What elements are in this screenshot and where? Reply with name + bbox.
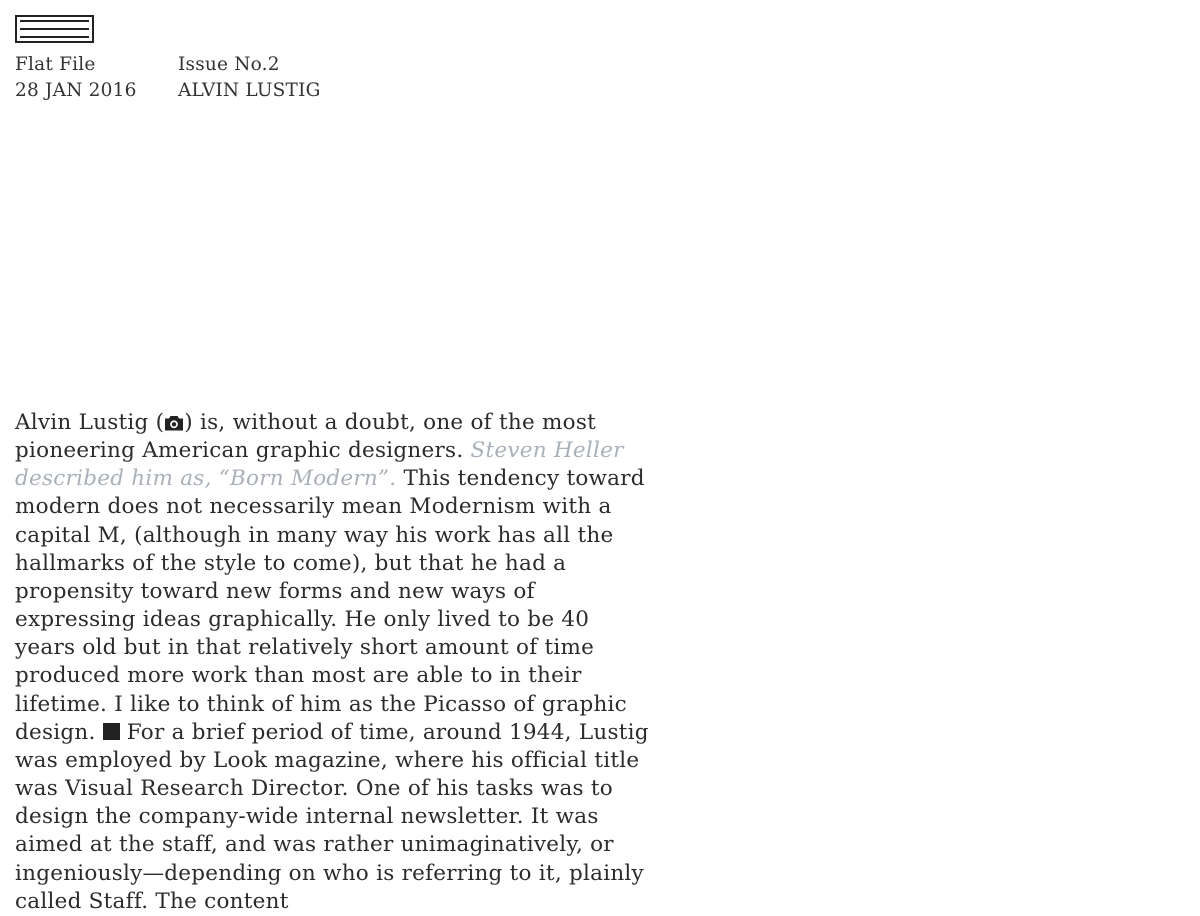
issue-number: Issue No.2 (178, 54, 280, 75)
publication-name: Flat File (15, 54, 96, 75)
body-text-2: For a brief period of time, around 1944, Lustig was employed by Look magazine, where his official title was Visual Research Director. One of his tasks was to design the company-wide internal newsletter. It was aimed at the staff, and was rather unimaginatively, or ingeniously—depending on who is referring to it, plainly called Staff. The content (15, 719, 649, 914)
square-bullet-icon (103, 723, 120, 740)
header-meta-left (15, 52, 137, 104)
intro-continued: ) is, without a doubt, one of the most pioneering American graphic designers. (15, 410, 597, 464)
article-body (15, 409, 649, 916)
intro-text: Alvin Lustig ( (15, 410, 165, 435)
header-meta-right (178, 52, 321, 104)
camera-icon[interactable] (164, 415, 184, 431)
publication-date: 28 JAN 2016 (15, 80, 137, 101)
article-paragraph (15, 409, 649, 916)
menu-icon-bar-3 (20, 36, 89, 38)
pull-quote: Steven Heller described him as, “Born Modern”. (15, 438, 624, 492)
menu-icon-bar-1 (20, 20, 89, 22)
body-text-1: This tendency toward modern does not necessarily mean Modernism with a capital M, (although in many way his work has all the hallmarks of the style to come), but that he had a propensity toward new forms and new ways of expressing ideas graphically. He only lived to be 40 years old but in that relatively short amount of time produced more work than most are able to in their lifetime. I like to think of him as the Picasso of graphic design. (15, 466, 645, 745)
issue-subject: ALVIN LUSTIG (178, 80, 321, 101)
menu-icon-bar-2 (20, 28, 89, 30)
menu-button[interactable] (15, 15, 94, 43)
